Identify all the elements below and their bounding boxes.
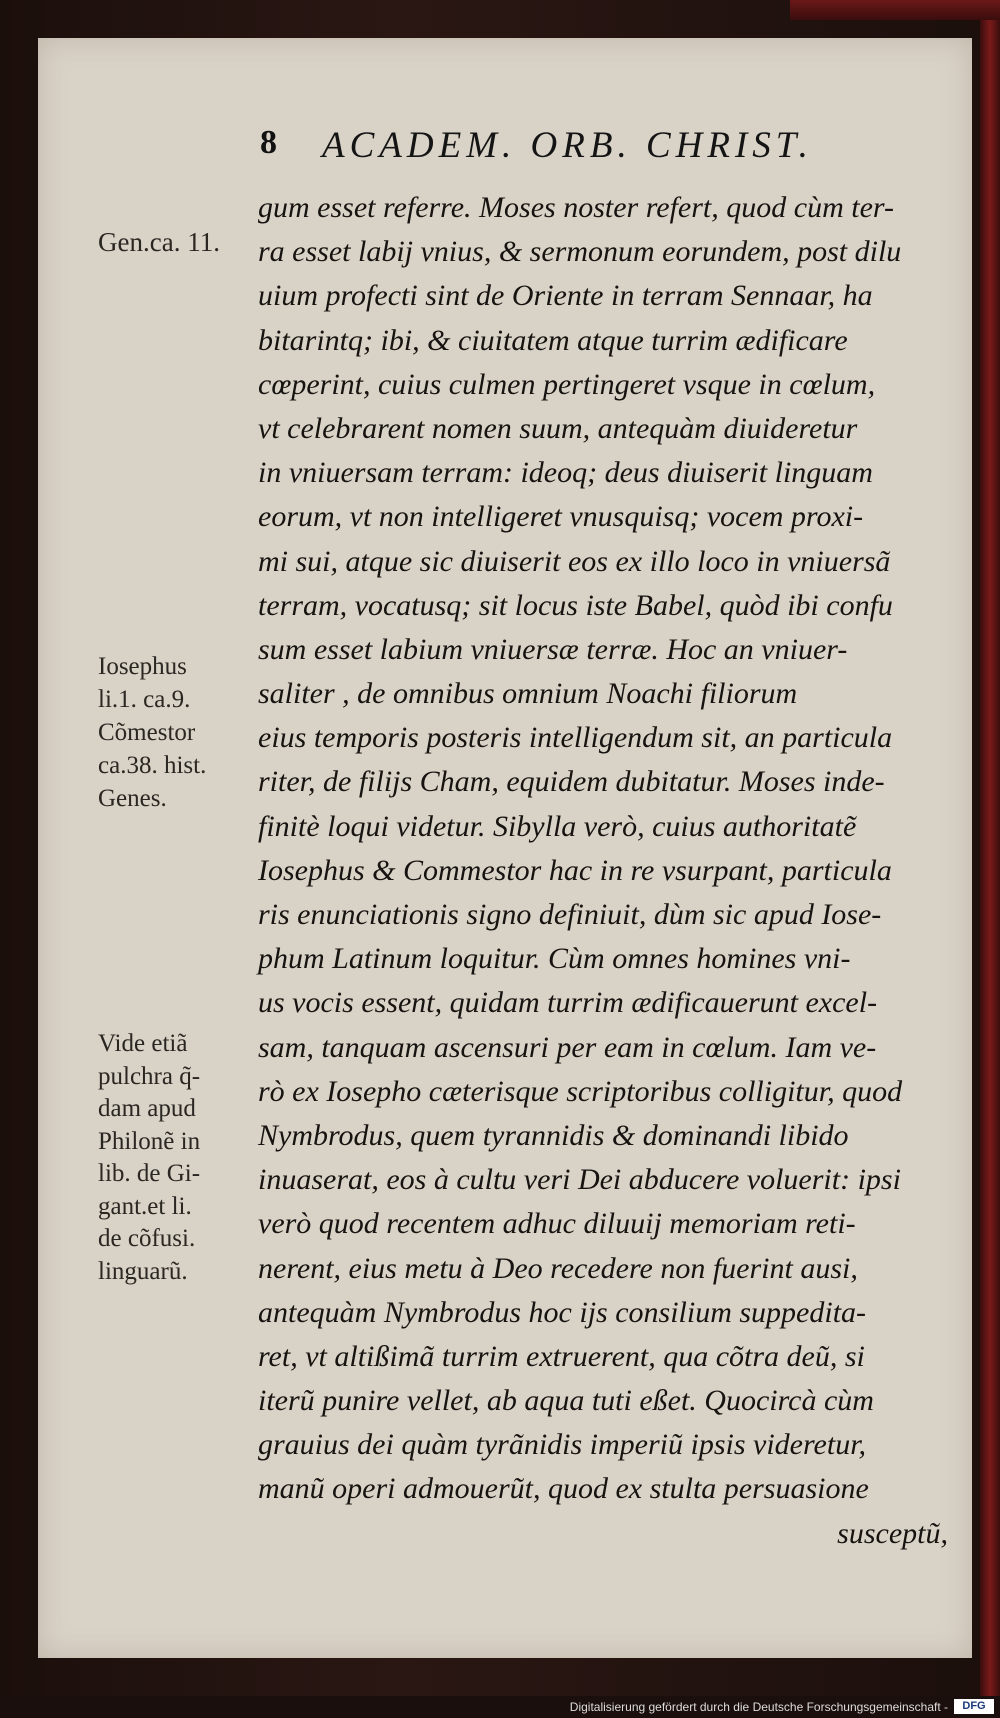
marginal-line: pulchra q̃- xyxy=(98,1062,201,1090)
text-line: uium profecti sint de Oriente in terram Sennaar, ha xyxy=(258,279,873,313)
text-line: terram, vocatusq; sit locus iste Babel, quòd ibi confu xyxy=(258,588,893,622)
text-line: ret, vt altißimã turrim extruerent, qua cõtra deũ, si xyxy=(258,1339,865,1373)
marginal-line: Cõmestor xyxy=(98,719,196,746)
text-line: sam, tanquam ascensuri per eam in cœlum. Iam ve- xyxy=(258,1030,877,1064)
text-line: phum Latinum loquitur. Cùm omnes homines vni- xyxy=(258,942,851,976)
text-line: mi sui, atque sic diuiserit eos ex illo loco in vniuersã xyxy=(258,544,891,578)
text-line: finitè loqui videtur. Sibylla verò, cuius authoritatẽ xyxy=(258,809,857,843)
marginal-line: gant.et li. xyxy=(98,1192,192,1220)
text-line: inuaserat, eos à cultu veri Dei abducere voluerit: ipsi xyxy=(258,1163,901,1197)
text-line: nerent, eius metu à Deo recedere non fuerint ausi, xyxy=(258,1251,858,1285)
text-line: saliter , de omnibus omnium Noachi filiorum xyxy=(258,677,798,711)
marginal-line: Iosephus xyxy=(98,653,187,680)
book-edge-top xyxy=(790,0,1000,20)
text-line: grauius dei quàm tyrãnidis imperiũ ipsis videretur, xyxy=(258,1428,867,1462)
marginal-note-josephus xyxy=(98,650,268,815)
marginal-note-genesis xyxy=(98,226,268,259)
marginal-line: de cõfusi. xyxy=(98,1225,196,1252)
marginal-line: ca.38. hist. xyxy=(98,752,207,779)
marginal-note-philo xyxy=(98,1028,268,1288)
text-line: eorum, vt non intelligeret vnusquisq; vocem proxi- xyxy=(258,500,864,534)
footer-bar xyxy=(0,1696,1000,1718)
book-edge-right xyxy=(980,0,1000,1718)
text-line: Nymbrodus, quem tyrannidis & dominandi libido xyxy=(258,1118,849,1152)
page-number: 8 xyxy=(260,124,277,161)
text-line: rò ex Iosepho cæterisque scriptoribus colligitur, quod xyxy=(258,1074,903,1108)
text-line: sum esset labium vniuersæ terræ. Hoc an vniuer- xyxy=(258,632,848,666)
main-text-block xyxy=(258,186,948,1556)
text-line: iterũ punire vellet, ab aqua tuti eßet. Quocircà cùm xyxy=(258,1384,874,1418)
catchword-line: susceptũ, xyxy=(837,1516,948,1550)
dfg-logo: DFG xyxy=(954,1699,994,1714)
running-head: ACADEM. ORB. CHRIST. xyxy=(322,125,813,166)
marginal-line: Vide etiã xyxy=(98,1030,188,1057)
text-line: riter, de filijs Cham, equidem dubitatur. Moses inde- xyxy=(258,765,885,799)
text-line: manũ operi admouerũt, quod ex stulta persuasione xyxy=(258,1472,869,1506)
text-line: antequàm Nymbrodus hoc ijs consilium suppedita- xyxy=(258,1295,867,1329)
text-line: Iosephus & Commestor hac in re vsurpant, particula xyxy=(258,853,892,887)
text-line: verò quod recentem adhuc diluuij memoriam reti- xyxy=(258,1207,856,1241)
marginal-line: dam apud xyxy=(98,1095,196,1122)
marginal-line: Philonẽ in xyxy=(98,1127,201,1155)
text-line: bitarintq; ibi, & ciuitatem atque turrim ædificare xyxy=(258,323,848,357)
marginal-line: Genes. xyxy=(98,785,167,812)
footer-credit: Digitalisierung gefördert durch die Deutsche Forschungsgemeinschaft - xyxy=(569,1700,948,1714)
marginal-line: li.1. ca.9. xyxy=(98,686,191,713)
book-page xyxy=(38,38,972,1658)
text-line: gum esset referre. Moses noster refert, quod cùm ter- xyxy=(258,191,894,224)
text-line: cœperint, cuius culmen pertingeret vsque in cœlum, xyxy=(258,367,876,401)
text-line: in vniuersam terram: ideoq; deus diuiserit linguam xyxy=(258,456,873,490)
text-line: vt celebrarent nomen suum, antequàm diuideretur xyxy=(258,411,858,445)
marginal-line: linguarũ. xyxy=(98,1257,188,1285)
text-line: eius temporis posteris intelligendum sit, an particula xyxy=(258,721,893,755)
marginal-line: Gen.ca. 11. xyxy=(98,227,220,257)
text-line: us vocis essent, quidam turrim ædificauerunt excel- xyxy=(258,986,878,1020)
text-line: ra esset labij vnius, & sermonum eorundem, post dilu xyxy=(258,235,902,269)
marginal-line: lib. de Gi- xyxy=(98,1160,201,1187)
text-line: ris enunciationis signo definiuit, dùm sic apud Iose- xyxy=(258,898,882,931)
